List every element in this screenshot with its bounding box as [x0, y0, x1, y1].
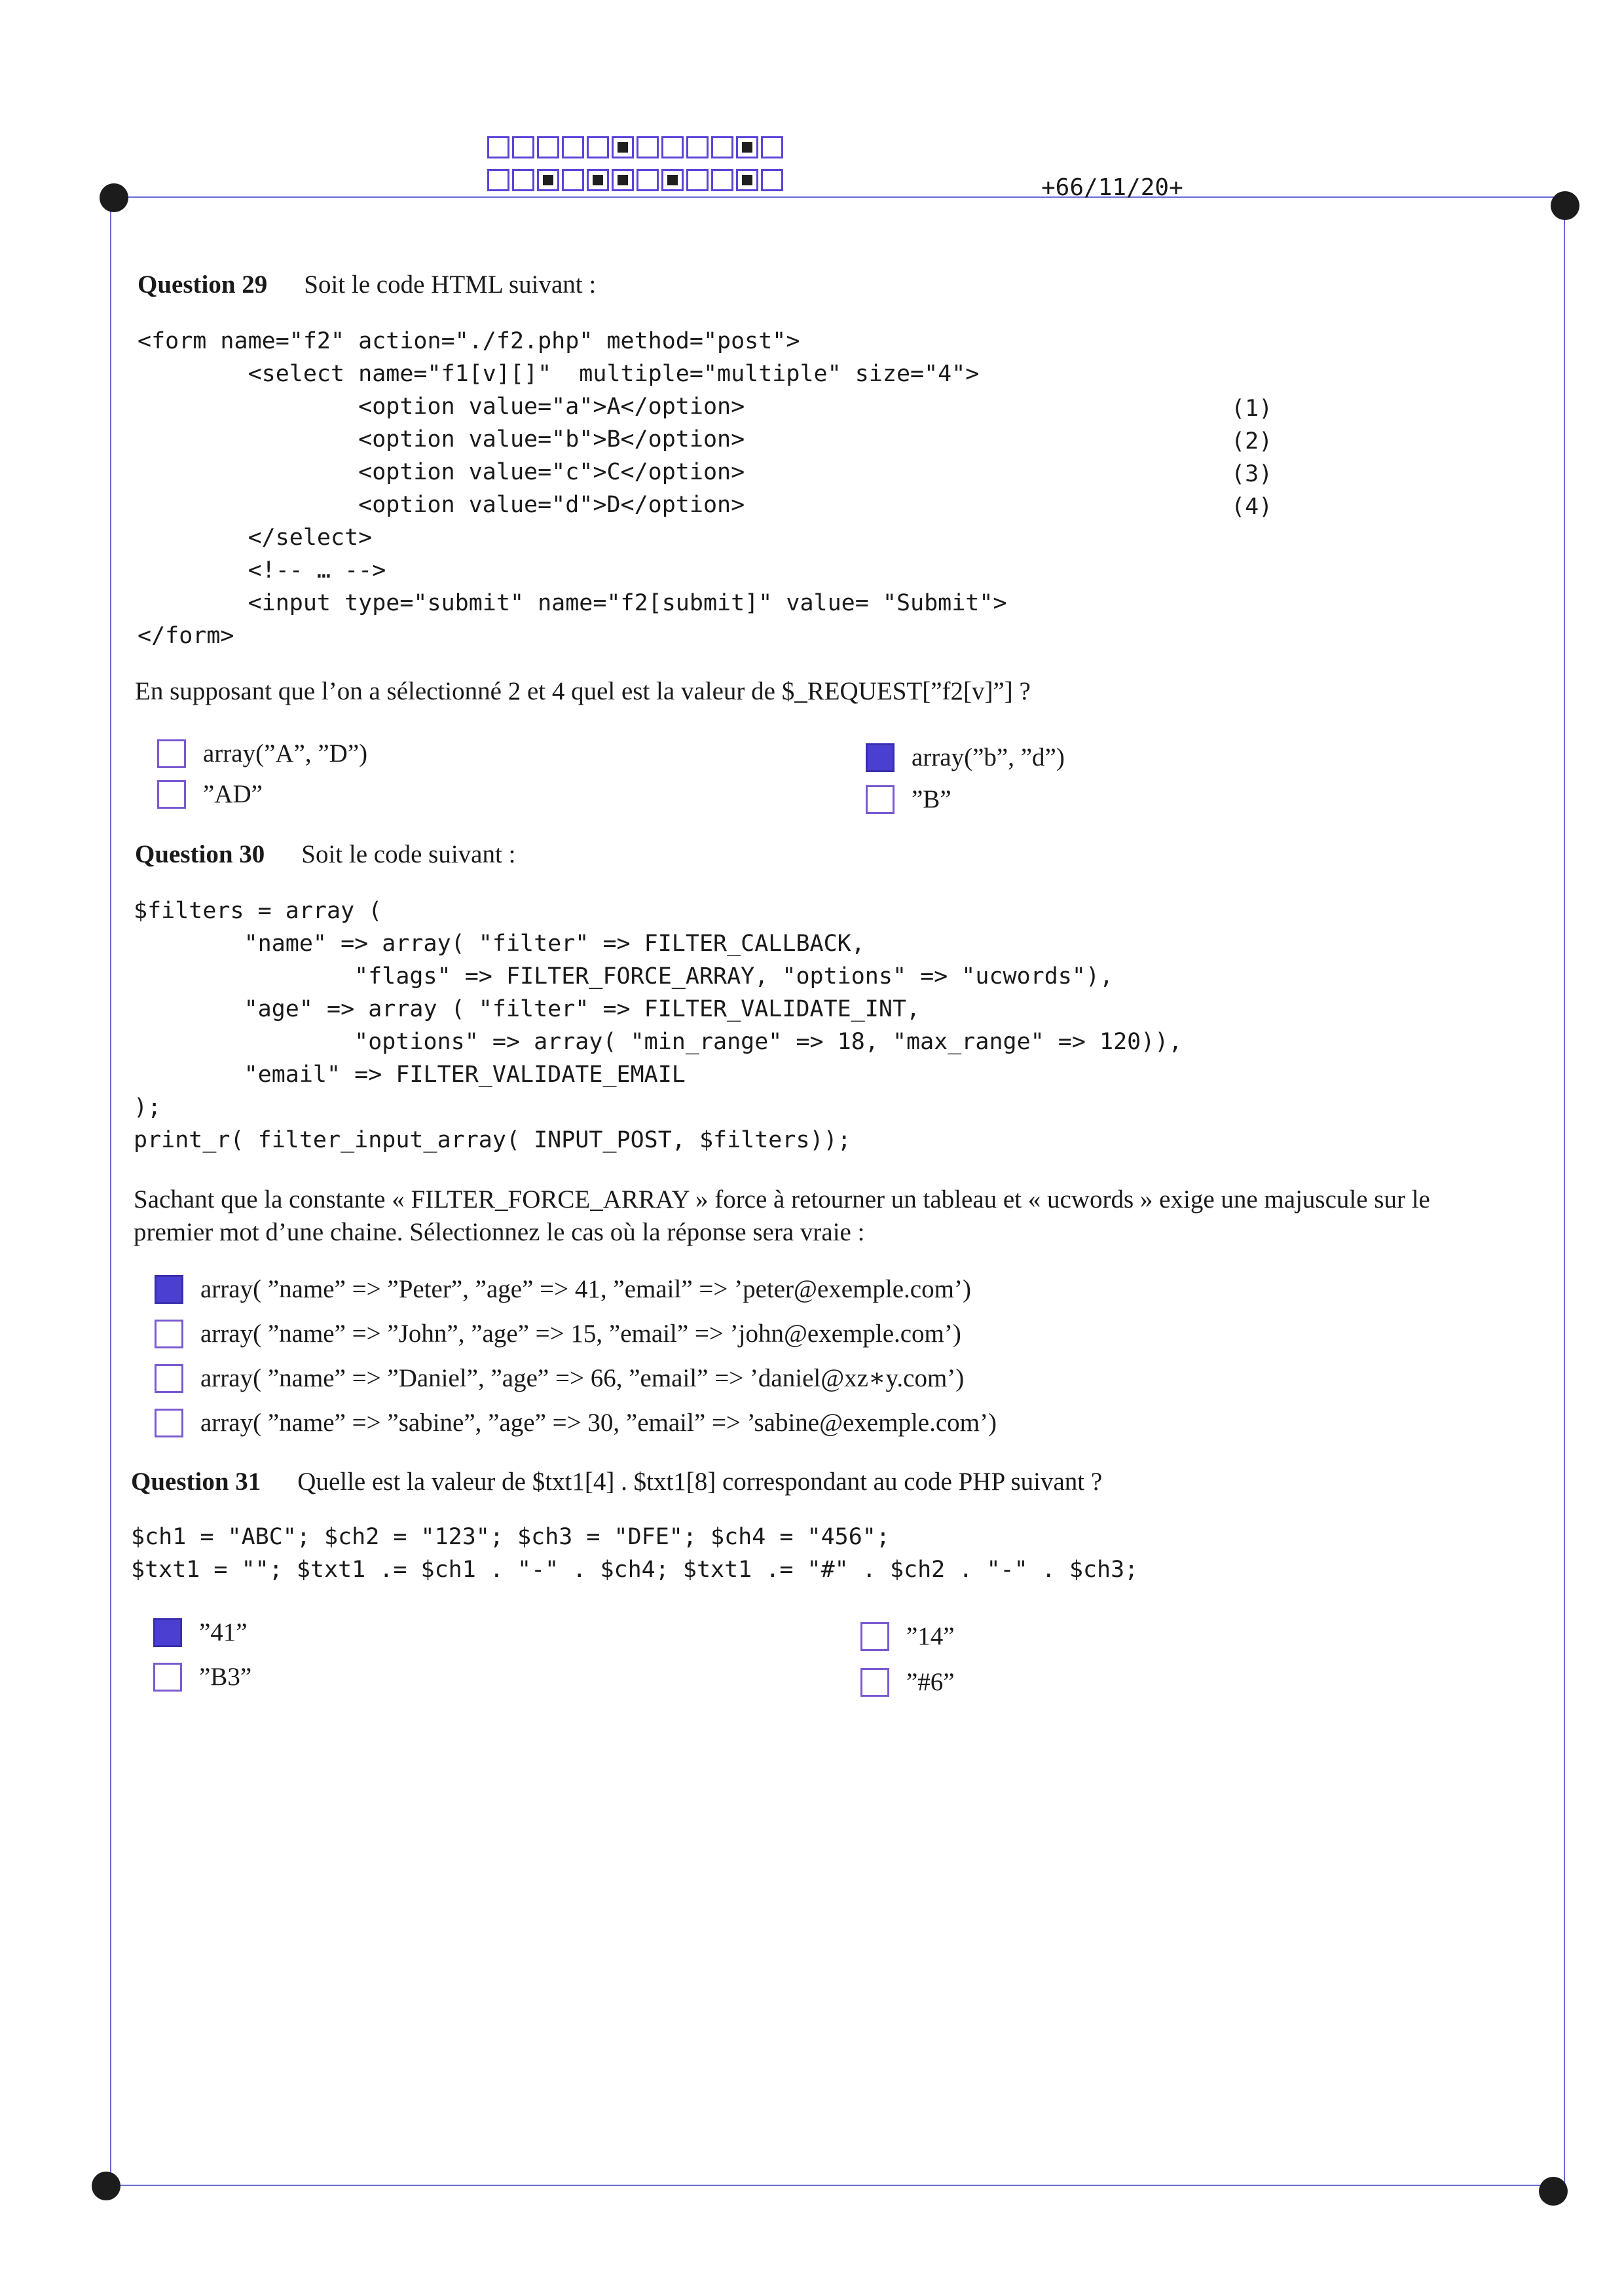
checkbox[interactable] [860, 1668, 889, 1697]
question-title: Quelle est la valeur de $txt1[4] . $txt1[8] correspondant au code PHP suivant ? [297, 1468, 1103, 1496]
choice-label: array( ”name” => ”Daniel”, ”age” => 66, ”email” => ’daniel@xz∗y.com’) [200, 1364, 965, 1392]
checkbox[interactable] [155, 1364, 183, 1393]
q29-choice-2[interactable] [866, 743, 1065, 772]
checkbox[interactable] [155, 1409, 183, 1437]
barcode-cell [587, 169, 609, 191]
question-31-code: $ch1 = "ABC"; $ch2 = "123"; $ch3 = "DFE"; $ch4 = "456"; $txt1 = ""; $txt1 .= $ch1 . "-" . $ch4; $txt1 .= "#" . $ch2 . "-" . $ch3; [131, 1524, 1139, 1583]
question-29-prompt: En supposant que l’on a sélectionné 2 et 4 quel est la valeur de $_REQUEST[”f2[v]”] ? [135, 677, 1031, 705]
barcode-cell [661, 136, 684, 158]
barcode-row-1 [487, 136, 783, 158]
barcode-cell [512, 169, 534, 191]
barcode-cell [562, 169, 584, 191]
registration-mark-bottom-left [92, 2172, 120, 2200]
barcode-cell [637, 169, 659, 191]
barcode-cell [612, 136, 634, 158]
barcode-cell [612, 169, 634, 191]
line-number-2: (2) [1231, 428, 1273, 454]
question-30-code: $filters = array ( "name" => array( "filter" => FILTER_CALLBACK, "flags" => FILTER_FORCE_ARRAY, "options" => "ucwords"), "age" => array ( "filter" => FILTER_VALIDATE_INT, "options" => array( "min_range" => 18, "max_range" => 120)), "email" => FILTER_VALIDATE_EMAIL ); print_r( filter_input_array( INPUT_POST, $filters)); [134, 898, 1183, 1153]
q29-choice-4[interactable] [866, 785, 951, 814]
barcode-cell [587, 136, 609, 158]
barcode-cell [711, 169, 733, 191]
question-number: Question 30 [135, 840, 265, 868]
q31-choice-4[interactable] [860, 1667, 955, 1697]
checkbox[interactable] [157, 780, 186, 809]
checkbox[interactable] [866, 785, 895, 814]
barcode-cell [487, 136, 509, 158]
checkbox[interactable] [860, 1622, 889, 1651]
choice-label: array(”b”, ”d”) [912, 743, 1065, 771]
barcode-cell [661, 169, 684, 191]
barcode-cell [637, 136, 659, 158]
barcode-cell [686, 169, 709, 191]
checkbox-checked[interactable] [866, 743, 895, 772]
choice-label: array(”A”, ”D”) [203, 739, 368, 768]
q30-choice-2[interactable] [155, 1319, 961, 1348]
line-number-3: (3) [1231, 461, 1273, 487]
checkbox[interactable] [155, 1320, 183, 1348]
choice-label: array( ”name” => ”Peter”, ”age” => 41, ”email” => ’peter@exemple.com’) [200, 1275, 971, 1303]
choice-label: ”AD” [203, 780, 263, 808]
q29-choice-1[interactable] [157, 739, 367, 768]
barcode-cell [736, 169, 758, 191]
registration-mark-bottom-right [1539, 2177, 1568, 2206]
question-title: Soit le code suivant : [301, 840, 516, 868]
registration-mark-top-right [1551, 191, 1579, 220]
barcode-cell [686, 136, 709, 158]
q31-choice-2[interactable] [860, 1621, 955, 1651]
question-29-code: <form name="f2" action="./f2.php" method="post"> <select name="f1[v][]" multiple="multiple" size="4"> <option value="a">A</option> <option value="b">B</option> <option value="c">C</option> <option value="d">D</option> </select> <!-- … --> <input type="submit" name="f2[submit]" value= "Submit"> </form> [138, 328, 1007, 649]
q30-choice-4[interactable] [155, 1408, 997, 1437]
barcode-cell [562, 136, 584, 158]
choice-label: array( ”name” => ”sabine”, ”age” => 30, ”email” => ’sabine@exemple.com’) [200, 1409, 997, 1437]
barcode-cell [512, 136, 534, 158]
choice-label: ”B3” [199, 1663, 252, 1691]
page-id: +66/11/20+ [1041, 174, 1183, 201]
question-29-heading [138, 270, 596, 299]
barcode-row-2 [487, 169, 783, 191]
line-number-1: (1) [1231, 396, 1273, 422]
barcode-cell [736, 136, 758, 158]
barcode-cell [537, 169, 559, 191]
q31-choice-1[interactable] [153, 1618, 248, 1647]
question-title: Soit le code HTML suivant : [304, 270, 597, 299]
question-30-prompt-line-2: premier mot d’une chaine. Sélectionnez le cas où la réponse sera vraie : [134, 1218, 865, 1246]
choice-label: ”#6” [906, 1668, 955, 1696]
question-30-prompt-line-1: Sachant que la constante « FILTER_FORCE_ARRAY » force à retourner un tableau et « ucwords » exige une majuscule sur le [134, 1185, 1430, 1213]
question-31-heading [131, 1467, 1102, 1496]
q30-choice-1[interactable] [155, 1274, 971, 1304]
q29-choice-3[interactable] [157, 779, 263, 809]
barcode-cell [487, 169, 509, 191]
barcode-cell [711, 136, 733, 158]
line-number-4: (4) [1231, 494, 1273, 520]
choice-label: array( ”name” => ”John”, ”age” => 15, ”email” => ’john@exemple.com’) [200, 1320, 961, 1348]
registration-mark-top-left [100, 183, 128, 212]
choice-label: ”B” [912, 785, 951, 813]
checkbox-checked[interactable] [153, 1618, 182, 1647]
question-30-heading [135, 840, 515, 869]
question-number: Question 29 [138, 270, 268, 299]
q31-choice-3[interactable] [153, 1662, 251, 1692]
barcode-cell [537, 136, 559, 158]
q30-choice-3[interactable] [155, 1363, 964, 1393]
choice-label: ”41” [199, 1618, 248, 1646]
barcode-cell [761, 169, 783, 191]
checkbox[interactable] [153, 1663, 182, 1692]
barcode-cell [761, 136, 783, 158]
checkbox-checked[interactable] [155, 1275, 183, 1304]
choice-label: ”14” [906, 1622, 955, 1650]
question-number: Question 31 [131, 1468, 261, 1496]
checkbox[interactable] [157, 739, 186, 768]
